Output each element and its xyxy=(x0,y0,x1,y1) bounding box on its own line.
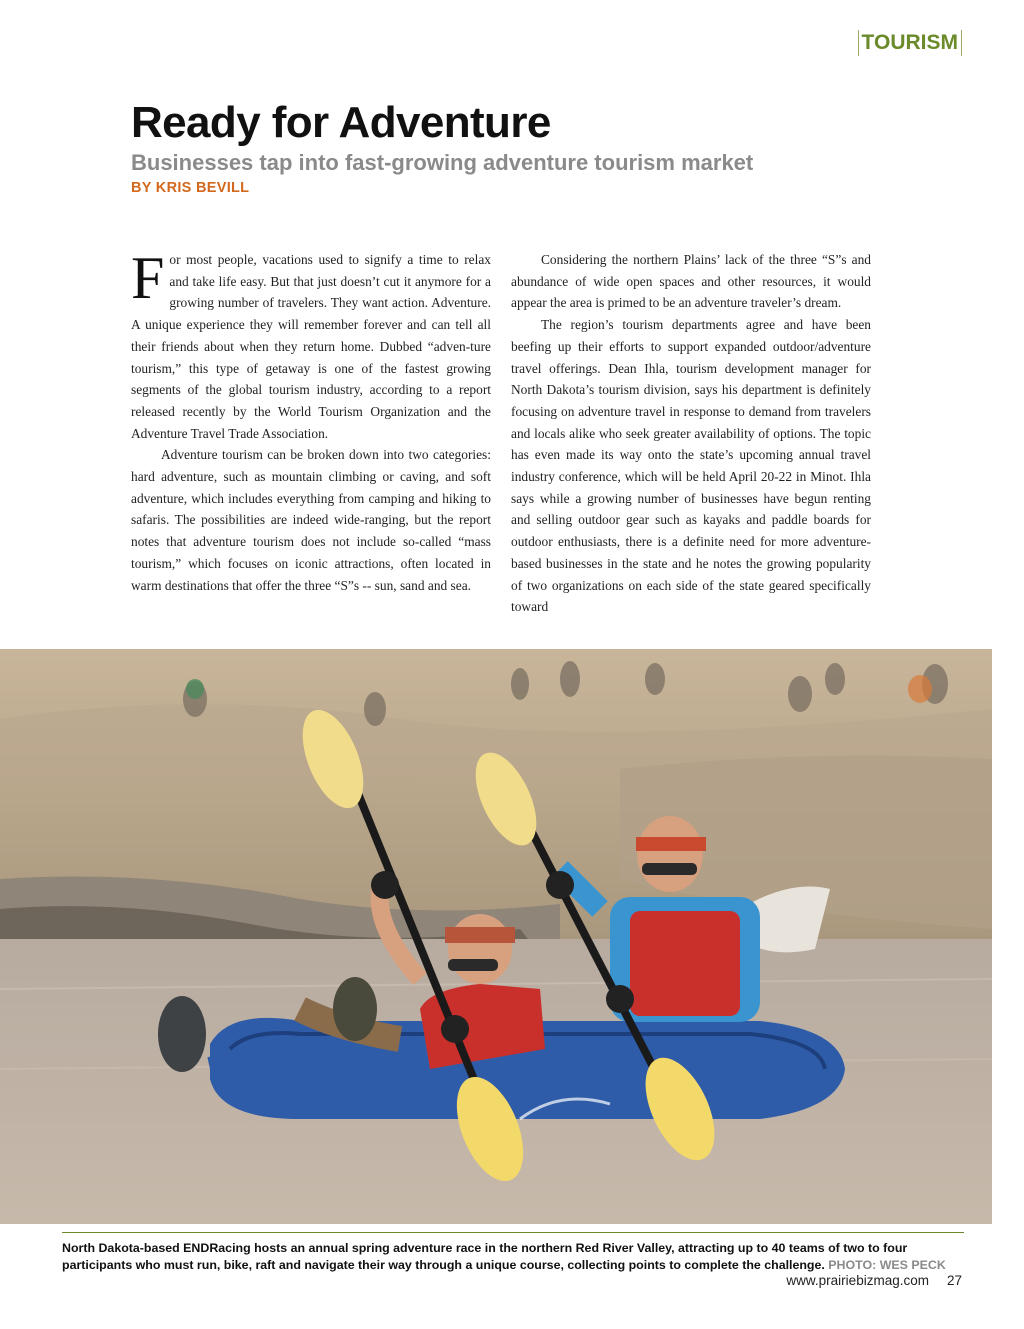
section-label: TOURISM xyxy=(858,30,962,56)
kayak-race-photo xyxy=(0,649,992,1224)
article-paragraph xyxy=(131,245,491,444)
photo-caption xyxy=(62,1240,962,1273)
footer-url: www.prairiebizmag.com xyxy=(786,1273,929,1288)
drop-cap: F xyxy=(131,245,165,311)
article-byline: BY KRIS BEVILL xyxy=(131,180,250,196)
article-subtitle: Businesses tap into fast-growing adventure tourism market xyxy=(131,150,754,175)
page-footer xyxy=(786,1273,962,1288)
photo-credit: PHOTO: WES PECK xyxy=(828,1257,946,1272)
article-paragraph: Considering the northern Plains’ lack of the three “S”s and abundance of wide open spaces and other resources, it would appear the area is primed to be an adventure traveler’s dream. xyxy=(511,252,871,311)
article-paragraph: The region’s tourism departments agree and have been beefing up their efforts to support expanded outdoor/adventure travel offerings. Dean Ihla, tourism development manager for North Dakota’s tourism division, says his department is definitely focusing on adventure travel in response to demand from travelers and locals alike who seek greater availability of options. The topic has even made its way onto the state’s upcoming annual travel industry conference, which will be held April 20-22 in Minot. Ihla says while a growing number of businesses have begun renting and selling outdoor gear such as kayaks and paddle boards for outdoor enthusiasts, there is a definite need for more adventure-based businesses in the state and he notes the growing popularity of two organizations on each side of the state geared specifically toward xyxy=(511,317,871,615)
article-title: Ready for Adventure xyxy=(131,98,551,147)
caption-divider xyxy=(62,1232,964,1233)
article-paragraph: Adventure tourism can be broken down into two categories: hard adventure, such as mountain climbing or caving, and soft adventure, which includes everything from camping and hiking to safaris. The possibilities are indeed wide-ranging, but the report notes that adventure tourism does not include so-called “mass tourism,” which focuses on iconic attractions, often located in warm destinations that offer the three “S”s -- sun, sand and sea. xyxy=(131,447,491,593)
caption-text: North Dakota-based ENDRacing hosts an annual spring adventure race in the northern Red River Valley, attracting up to 40 teams of two to four participants who must run, bike, raft and navigate their way through a unique course, collecting points to complete the challenge. xyxy=(62,1241,908,1272)
paragraph-text: or most people, vacations used to signify a time to relax and take life easy. But that just doesn’t cut it anymore for a growing number of travelers. They want action. Adventure. A unique experience they will remember forever and can tell all their friends about when they return home. Dubbed “adven-ture tourism,” this type of getaway is one of the fastest growing segments of the global tourism industry, according to a report released recently by the World Tourism Organization and the Adventure Travel Trade Association. xyxy=(131,252,491,441)
page-number: 27 xyxy=(946,1273,962,1288)
article-column-left xyxy=(131,245,491,596)
article-column-right xyxy=(511,249,871,618)
